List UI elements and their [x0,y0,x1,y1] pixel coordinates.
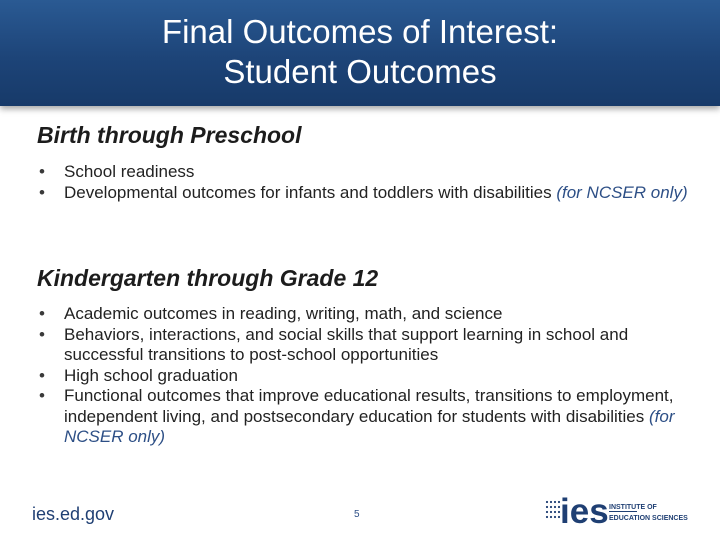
list-item [37,325,697,366]
ies-logo [543,489,693,529]
slide-title-line-2: Student Outcomes [223,53,497,90]
slide-title-line-1: Final Outcomes of Interest: [161,13,559,50]
list-item-text: Academic outcomes in reading, writing, math, and science [64,304,503,323]
logo-dot-grid [546,501,560,518]
slide-title [162,12,558,92]
title-banner [0,0,720,106]
list-item [37,386,697,448]
list-item [37,304,697,325]
logo-wordmark: ies [560,492,609,529]
list-item [37,183,697,204]
ncser-note: (for NCSER only) [64,406,675,446]
footer-url: ies.ed.gov [32,504,115,524]
section-heading-k12: Kindergarten through Grade 12 [37,265,379,291]
list-item [37,366,697,387]
list-item-text: Developmental outcomes for infants and toddlers with disabilities [64,182,557,202]
bullet-list-k12 [37,304,697,448]
logo-line-2: EDUCATION SCIENCES [609,515,688,522]
ncser-note: (for NCSER only) [556,182,688,202]
list-item-text: High school graduation [64,365,238,385]
page-number: 5 [354,509,360,520]
section-heading-birth-preschool: Birth through Preschool [37,122,302,148]
list-item-text: Functional outcomes that improve educational results, transitions to employment, independent living, and postsecondary education for students with disabilities [64,386,674,426]
logo-line-1: INSTITUTE OF [609,504,657,511]
list-item-text: Behaviors, interactions, and social skills that support learning in school and successful transitions to post-school opportunities [64,324,629,364]
list-item-text: School readiness [64,162,195,181]
bullet-list-birth-preschool [37,162,697,203]
list-item [37,162,697,183]
